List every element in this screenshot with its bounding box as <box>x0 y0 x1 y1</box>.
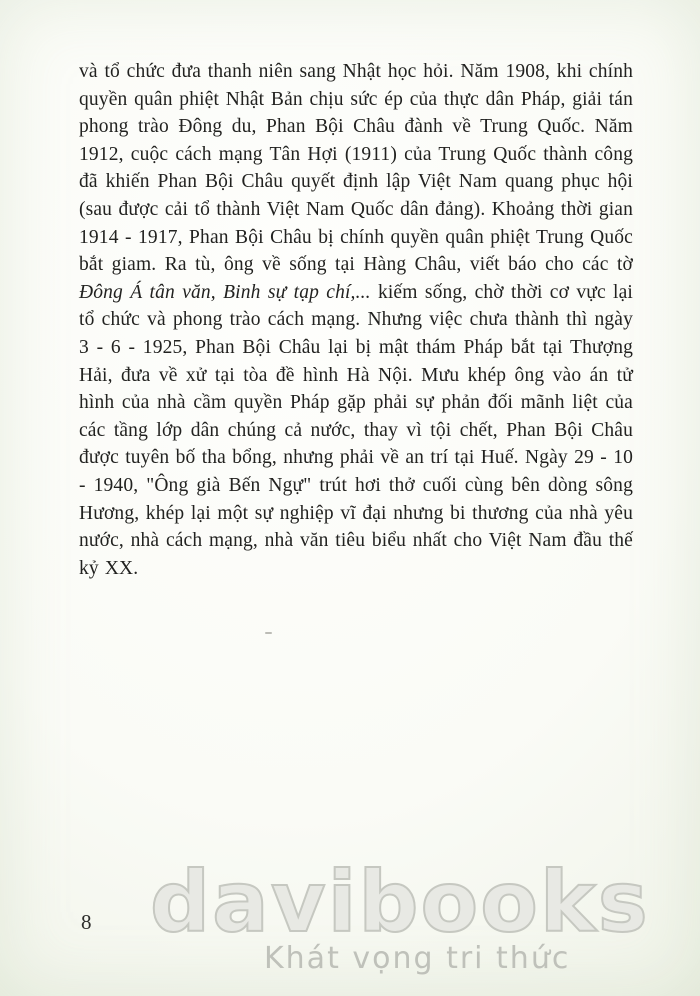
body-paragraph <box>79 58 633 582</box>
paragraph-text: và tổ chức đưa thanh niên sang Nhật học hỏi. Năm 1908, khi chính quyền quân phiệt Nhật Bản chịu sức ép của thực dân Pháp, giải tán phong trào Đông du, Phan Bội Châu đành về Trung Quốc. Năm 1912, cuộc cách mạng Tân Hợi (1911) của Trung Quốc thành công đã khiến Phan Bội Châu quyết định lập Việt Nam quang phục hội (sau được cải tổ thành Việt Nam Quốc dân đảng). Khoảng thời gian 1914 - 1917, Phan Bội Châu bị chính quyền quân phiệt Trung Quốc bắt giam. Ra tù, ông về sống tại Hàng Châu, viết báo cho các tờ <box>79 61 633 276</box>
watermark-logo-text: davibooks <box>150 853 650 951</box>
watermark-tagline-text: Khát vọng tri thức <box>264 941 571 976</box>
paragraph-italic-publication-titles: Đông Á tân văn, Binh sự tạp chí,... <box>79 281 371 303</box>
paragraph-text-continued: kiếm sống, chờ thời cơ vực lại tổ chức và phong trào cách mạng. Nhưng việc chưa thành thì ngày 3 - 6 - 1925, Phan Bội Châu lại bị mật thám Pháp bắt tại Thượng Hải, đưa về xử tại tòa đề hình Hà Nội. Mưu khép ông vào án tử hình của nhà cầm quyền Pháp gặp phải sự phản đối mãnh liệt của các tầng lớp dân chúng cả nước, thay vì tội chết, Phan Bội Châu được tuyên bố tha bổng, nhưng phải về an trí tại Huế. Ngày 29 - 10 - 1940, "Ông già Bến Ngự" trút hơi thở cuối cùng bên dòng sông Hương, khép lại một sự nghiệp vĩ đại nhưng bi thương của nhà yêu nước, nhà cách mạng, nhà văn tiêu biểu nhất cho Việt Nam đầu thế kỷ XX. <box>79 281 633 579</box>
scan-artifact-speck <box>265 632 272 634</box>
page-number: 8 <box>81 910 92 934</box>
